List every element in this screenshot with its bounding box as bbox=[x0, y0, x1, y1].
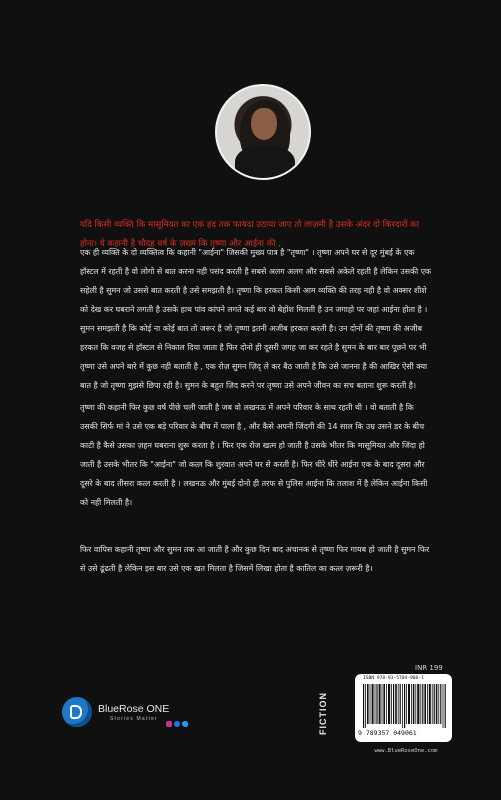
tagline: यदि किसी व्यक्ति कि मासूमियत का एक हद तक फायदा उठाया जाए तो लाज़मी है उसके अंदर दो किरदारों का होना। ये कहानी है चौदह वर्ष के ज़ख्म कि तृष्णा और आईना की , bbox=[80, 220, 420, 249]
publisher-name: BlueRose ONE bbox=[98, 703, 170, 715]
twitter-icon bbox=[182, 721, 188, 727]
synopsis-paragraph-2: तृष्णा की कहानी फिर कुछ वर्ष पीछे चली जाती है जब वो लखनऊ में अपने परिवार के साथ रहती थी । वो बताती है कि उसकी सिर्फ मां ने उसे एक बड़े परिवार के बीच में पाला है , और कैसे अपनी जिंदगी की 14 साल कि उम्र उसने डर के बीच काटी है कैसे उसका ज़हन घबराना शुरू करता है । फिर एक रोज खत्म हो जाती है उसके भीतर कि मासूमियत और जिंदा हो जाती है उसके भीतर कि "आईना" जो कत्ल कि शुरवात अपने घर से करती है। फिर धीरे धीरे आईना एक के बाद दूसरा और दूसरे के बाद तीसरा कत्ल करती है । लखनऊ और मुंबई दोनो ही तरफ से पुलिस आईना कि तलाश में है लेकिन आईना किसी को नही मिलती है। bbox=[80, 403, 428, 507]
barcode-bars bbox=[363, 684, 447, 728]
author-portrait-image bbox=[217, 86, 309, 178]
publisher-website: www.BlueRoseOne.com bbox=[374, 748, 438, 754]
author-photo bbox=[215, 84, 311, 180]
publisher-slogan: Stories Matter bbox=[110, 716, 158, 722]
instagram-icon bbox=[166, 721, 172, 727]
isbn-text: ISBN 978-93-5704-906-1 bbox=[363, 676, 424, 681]
genre-label: FICTION bbox=[318, 692, 328, 735]
price-label: INR 199 bbox=[415, 664, 443, 672]
barcode-digits: 9 789357 049061 bbox=[358, 729, 417, 737]
bluerose-logo-icon bbox=[62, 697, 92, 727]
social-icons bbox=[166, 721, 188, 727]
facebook-icon bbox=[174, 721, 180, 727]
synopsis-paragraph-3: फिर वापिस कहानी तृष्णा और सुमन तक आ जाती है और कुछ दिन बाद अचानक से तृष्णा फिर गायब हो जाती है सुमन फिर से उसे ढूंढती है लेकिन इस बार उसे एक खत मिलता है जिसमें लिखा होता है कातिल का कत्ल ज़रूरी है। bbox=[80, 545, 430, 573]
synopsis-paragraph-1: एक ही व्यक्ति के दो व्यक्तित्व कि कहानी "आईना" जिसकी मुख्य पात्र है "तृष्णा" । तृष्णा अपने घर से दूर मुंबई के एक हॉस्टल में रहती है वो लोगो से बात करना नही पसंद करती है सबसे अलग अलग और सबसे अकेले रहती है लेकिन उसकी एक सहेली है सुमन जो उससे बात करती है उसे समझती है। तृष्णा कि हरकत किसी आम व्यक्ति की तरह नही है वो अक्सर शीशे को देख कर घबराने लगती है उसके हाथ पांव कांपने लगते कई बार वो बेहोश मिलती है उन जगाहो पर जहां आईना होता है । सुमन समझती है कि कोई ना कोई बात तो जरूर है जो तृष्णा इतनी अजीब हरकत करती है। उन दोनों की तृष्णा की अजीब हरकत कि वजह से हॉस्टल से निकाल दिया जाता है फिर दोनो ही दूसरी जगह जा कर रहते है सुमन के बार बार पूछने पर भी तृष्णा उसे अपने बारे में कुछ नही बताती है , एक रोज़ सुमन ज़िद् ले कर बैठ जाती है कि उसे जानना है की आखिर ऐसी क्या बात है जो तृष्णा मुझसे छिपा रही है। सुमन के बहुत ज़िद करने पर तृष्णा उसे अपने जीवन का सच बताना शुरू करती है। bbox=[80, 248, 432, 390]
isbn-barcode bbox=[355, 674, 452, 742]
